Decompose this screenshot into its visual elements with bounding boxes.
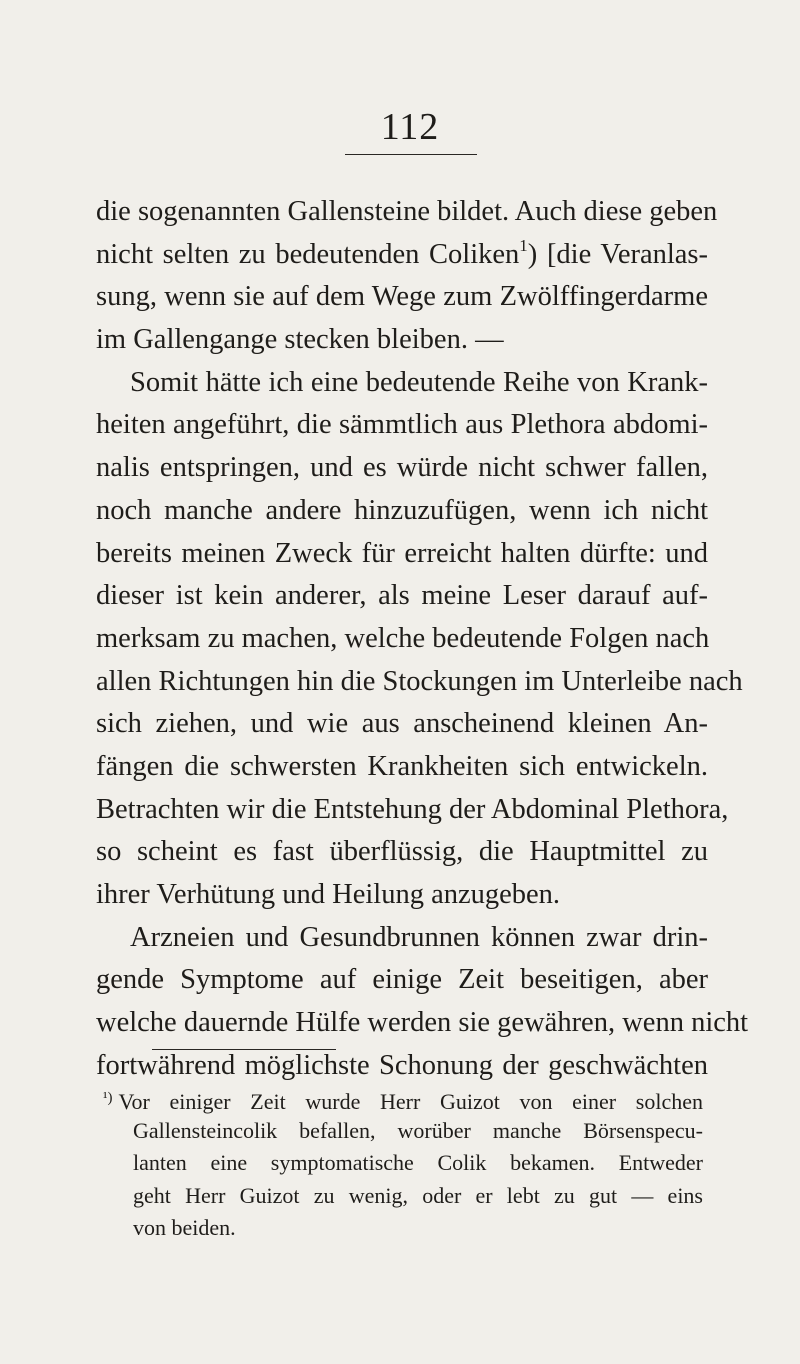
body-line: sich ziehen, und wie aus anscheinend kleinen An- <box>96 708 708 740</box>
body-text <box>96 191 749 1087</box>
body-line: fängen die schwersten Krankheiten sich entwickeln. <box>96 750 708 782</box>
body-line: Betrachten wir die Entstehung der Abdominal Plethora, <box>96 793 729 825</box>
footnote-separator <box>152 1049 336 1050</box>
footnote-line: Gallensteincolik befallen, worüber manche Börsenspecu- <box>133 1117 703 1143</box>
footnote-line-text: Vor einiger Zeit wurde Herr Guizot von einer solchen <box>118 1089 703 1114</box>
body-line: nalis entspringen, und es würde nicht schwer fallen, <box>96 452 708 484</box>
body-line: Arzneien und Gesundbrunnen können zwar drin- <box>130 921 708 953</box>
body-line-with-note-ref <box>96 234 708 277</box>
body-line-text: nicht selten zu bedeutenden Coliken <box>96 238 520 270</box>
footnote-reference-close: ) <box>527 238 538 270</box>
body-line: bereits meinen Zweck für erreicht halten dürfte: und <box>96 537 708 569</box>
body-line: allen Richtungen hin die Stockungen im Unterleibe nach <box>96 665 743 697</box>
footnote-line <box>103 1082 703 1115</box>
body-line: merksam zu machen, welche bedeutende Folgen nach <box>96 622 710 654</box>
footnote-line: geht Herr Guizot zu wenig, oder er lebt zu gut — eins <box>133 1182 703 1208</box>
body-line: die sogenannten Gallensteine bildet. Auch diese geben <box>96 196 718 227</box>
body-line: fortwährend möglichste Schonung der geschwächten <box>96 1049 708 1081</box>
page-number: 112 <box>380 106 440 148</box>
page-number-rule <box>345 154 477 155</box>
footnote <box>103 1082 703 1245</box>
footnote-marker: ¹) <box>103 1090 113 1106</box>
body-line: Somit hätte ich eine bedeutende Reihe von Krank- <box>130 366 708 398</box>
body-line: sung, wenn sie auf dem Wege zum Zwölffingerdarme <box>96 281 708 313</box>
footnote-reference: 1 <box>519 235 528 255</box>
body-line: welche dauernde Hülfe werden sie gewähren, wenn nicht <box>96 1007 749 1039</box>
body-line: ihrer Verhütung und Heilung anzugeben. <box>96 879 561 910</box>
body-line: dieser ist kein anderer, als meine Leser darauf auf- <box>96 580 708 612</box>
footnote-line: lanten eine symptomatische Colik bekamen. Entweder <box>133 1150 703 1175</box>
body-line-text-after-note: [die Veranlas- <box>537 238 709 270</box>
body-line: noch manche andere hinzuzufügen, wenn ich nicht <box>96 494 708 526</box>
body-line: heiten angeführt, die sämmtlich aus Plethora abdomi- <box>96 409 708 441</box>
footnote-line: von beiden. <box>133 1215 236 1240</box>
body-line: im Gallengange stecken bleiben. — <box>96 324 504 356</box>
body-line: so scheint es fast überflüssig, die Hauptmittel zu <box>96 836 708 868</box>
body-line: gende Symptome auf einige Zeit beseitigen, aber <box>96 964 708 996</box>
